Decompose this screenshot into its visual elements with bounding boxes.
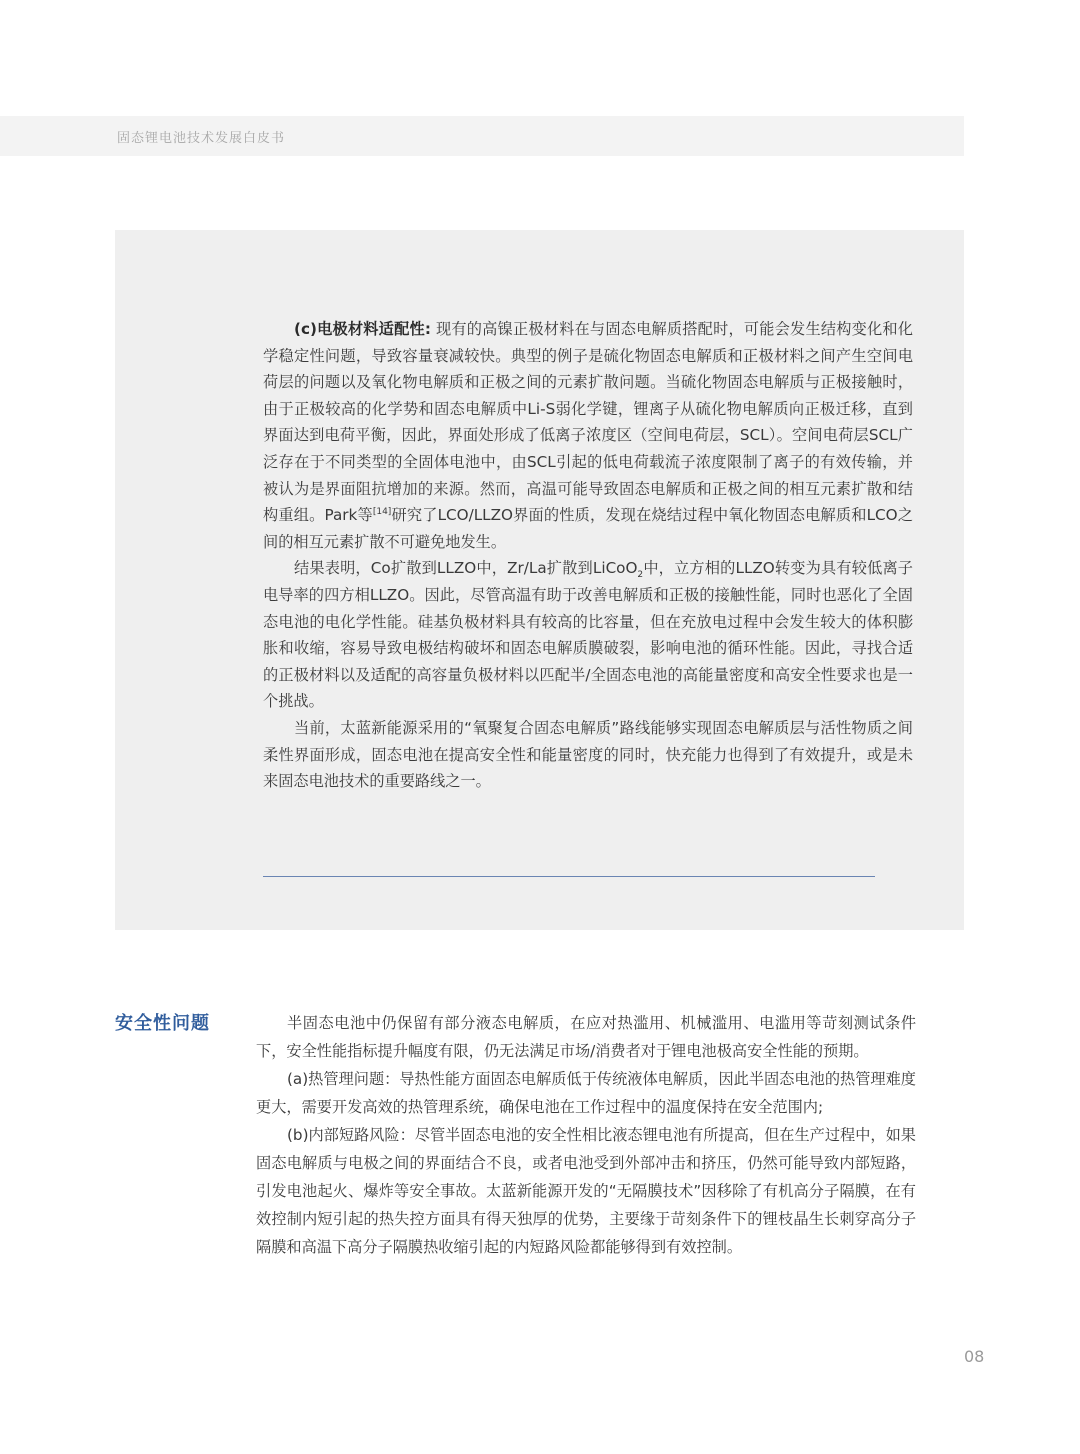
subscript-2: 2 [637, 570, 644, 581]
page-number: 08 [964, 1347, 985, 1366]
box-paragraph-1-text-b: 研究了LCO/LLZO界面的性质，发现在烧结过程中氧化物固态电解质和LCO之间的相互元素扩散不可避免地发生。 [263, 506, 913, 551]
section-body [256, 1009, 916, 1261]
box-paragraph-2-text-b: 中，立方相的LLZO转变为具有较低离子电导率的四方相LLZO。因此，尽管高温有助于改善电解质和正极的接触性能，同时也恶化了全固态电池的电化学性能。硅基负极材料具有较高的比容量，但在充放电过程中会发生较大的体积膨胀和收缩，容易导致电极结构破坏和固态电解质膜破裂，影响电池的循环性能。因此，寻找合适的正极材料以及适配的高容量负极材料以匹配半/全固态电池的高能量密度和高安全性要求也是一个挑战。 [263, 559, 913, 711]
box-paragraph-1-text-a: 现有的高镍正极材料在与固态电解质搭配时，可能会发生结构变化和化学稳定性问题，导致容量衰减较快。典型的例子是硫化物固态电解质和正极材料之间产生空间电荷层的问题以及氧化物电解质和正极之间的元素扩散问题。当硫化物固态电解质与正极接触时，由于正极较高的化学势和固态电解质中Li-S弱化学键，锂离子从硫化物电解质向正极迁移，直到界面达到电荷平衡，因此，界面处形成了低离子浓度区（空间电荷层，SCL）。空间电荷层SCL广泛存在于不同类型的全固体电池中，由SCL引起的低电荷载流子浓度限制了离子的有效传输，并被认为是界面阻抗增加的来源。然而，高温可能导致固态电解质和正极之间的相互元素扩散和结构重组。Park等 [263, 320, 913, 525]
section-heading: 安全性问题 [115, 1013, 210, 1034]
highlight-box [115, 230, 964, 930]
box-paragraph-3: 当前，太蓝新能源采用的“氧聚复合固态电解质”路线能够实现固态电解质层与活性物质之间柔性界面形成，固态电池在提高安全性和能量密度的同时，快充能力也得到了有效提升，或是未来固态电池技术的重要路线之一。 [263, 718, 913, 791]
box-paragraph-1-lead: (c)电极材料适配性: [294, 320, 431, 338]
box-paragraph-2-text-a: 结果表明，Co扩散到LLZO中，Zr/La扩散到LiCoO [294, 559, 638, 578]
box-paragraph-1 [263, 316, 913, 555]
box-divider [263, 876, 875, 877]
section-paragraph-1: 半固态电池中仍保留有部分液态电解质，在应对热滥用、机械滥用、电滥用等苛刻测试条件下，安全性能指标提升幅度有限，仍无法满足市场/消费者对于锂电池极高安全性能的预期。 [256, 1014, 916, 1060]
section-paragraph-2: (a)热管理问题：导热性能方面固态电解质低于传统液体电解质，因此半固态电池的热管理难度更大，需要开发高效的热管理系统，确保电池在工作过程中的温度保持在安全范围内; [256, 1070, 916, 1116]
citation-14: [14] [372, 507, 392, 518]
running-header [0, 116, 964, 156]
section-paragraph-3: (b)内部短路风险：尽管半固态电池的安全性相比液态锂电池有所提高，但在生产过程中，如果固态电解质与电极之间的界面结合不良，或者电池受到外部冲击和挤压，仍然可能导致内部短路，引发电池起火、爆炸等安全事故。太蓝新能源开发的“无隔膜技术”因移除了有机高分子隔膜，在有效控制内短引起的热失控方面具有得天独厚的优势，主要缘于苛刻条件下的锂枝晶生长刺穿高分子隔膜和高温下高分子隔膜热收缩引起的内短路风险都能够得到有效控制。 [256, 1126, 916, 1256]
highlight-box-text [263, 316, 913, 795]
running-header-title: 固态锂电池技术发展白皮书 [117, 131, 286, 146]
box-paragraph-2 [263, 555, 913, 715]
